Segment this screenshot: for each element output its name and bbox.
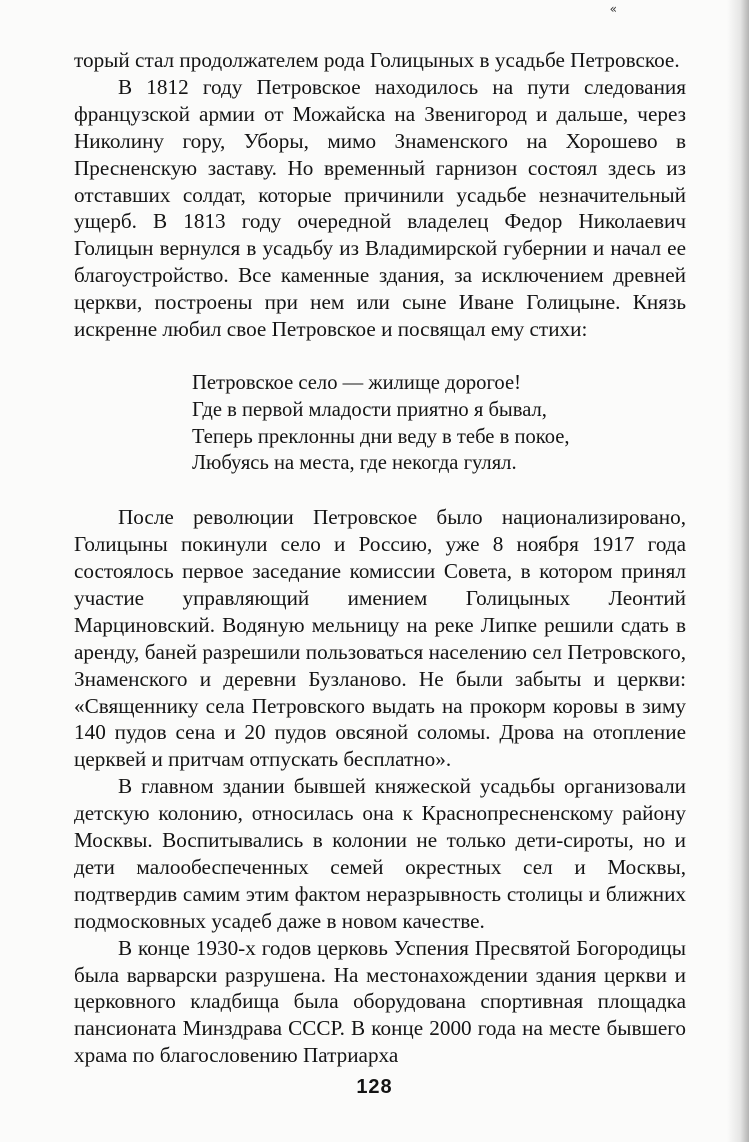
paragraph-1812: В 1812 году Петровское находилось на пути следования французской армии от Можайска на Звенигород и дальше, через Николину гору, Уборы, мимо Знаменского на Хорошево в Пресненскую заставу. Но временный гарнизон состоял здесь из отставших солдат, которые причинили усадьбе незначительный ущерб. В 1813 году очередной владелец Федор Николаевич Голицын вернулся в усадьбу из Владимирской губернии и начал ее благоустройство. Все каменные здания, за исключением древней церкви, построены при нем или сыне Иване Голицыне. Князь искренне любил свое Петровское и посвящал ему стихи:	[74, 74, 686, 342]
poem	[192, 370, 686, 477]
poem-line: Петровское село — жилище дорогое!	[192, 371, 521, 394]
page-edge-shadow	[727, 0, 749, 1142]
paragraph-church: В конце 1930-х годов церковь Успения Пресвятой Богородицы была варварски разрушена. На местонахождении здания церкви и церковного кладбища была оборудована спортивная площадка пансионата Минздрава СССР. В конце 2000 года на месте бывшего храма по благословению Патриарха	[74, 935, 686, 1068]
paragraph-revolution: После революции Петровское было национализировано, Голицыны покинули село и Россию, уже 8 ноября 1917 года состоялось первое заседание комиссии Совета, в котором принял участие управляющий имением Голицыных Леонтий Марциновский. Водяную мельницу на реке Липке решили сдать в аренду, баней разрешили пользоваться населению сел Петровского, Знаменского и деревни Бузланово. Не были забыты и церкви: «Священнику села Петровского выдать на прокорм коровы в зиму 140 пудов сена и 20 пудов овсяной соломы. Дрова на отопление церквей и притчам отпускать бесплатно».	[74, 505, 686, 772]
poem-line: Теперь преклонны дни веду в тебе в покое,	[192, 425, 570, 448]
poem-line: Где в первой младости приятно я бывал,	[192, 398, 547, 421]
corner-mark: «	[609, 2, 617, 16]
page-number: 128	[356, 1076, 393, 1098]
paragraph-colony: В главном здании бывшей княжеской усадьбы организовали детскую колонию, относилась она к Краснопресненскому району Москвы. Воспитывались в колонии не только дети-сироты, но и дети малообеспеченных семей окрестных сел и Москвы, подтвердив самим этим фактом неразрывность столицы и ближних подмосковных усадеб даже в новом качестве.	[74, 774, 686, 933]
body-text	[74, 47, 686, 1069]
poem-line: Любуясь на места, где некогда гулял.	[192, 452, 517, 475]
paragraph-continuation: торый стал продолжателем рода Голицыных в усадьбе Петровское.	[74, 48, 680, 72]
